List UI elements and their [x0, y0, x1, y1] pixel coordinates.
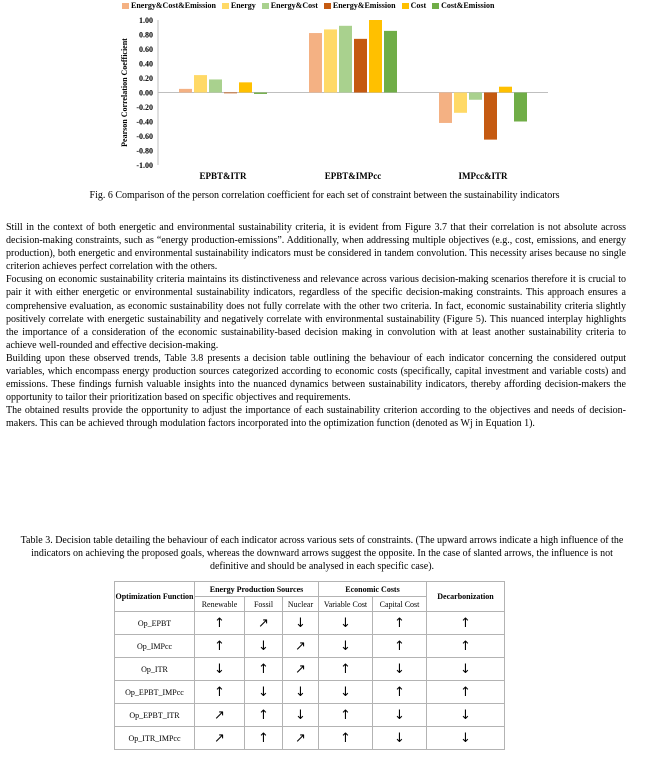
bar — [179, 89, 192, 93]
legend-label: Cost&Emission — [441, 1, 495, 10]
bar — [354, 39, 367, 93]
subheader-capital-cost: Capital Cost — [373, 597, 427, 612]
bar — [194, 75, 207, 92]
arrow-cell: ↓ — [283, 612, 319, 635]
bar — [254, 93, 267, 94]
table-row — [115, 658, 505, 681]
arrow-cell: ↗ — [283, 658, 319, 681]
bar — [499, 87, 512, 93]
y-tick-label: 0.20 — [139, 74, 153, 83]
bar — [439, 93, 452, 123]
category-label: IMPcc&ITR — [458, 171, 508, 181]
y-tick-label: 1.00 — [139, 16, 153, 25]
body-text — [6, 221, 626, 431]
legend-label: Energy — [230, 1, 256, 10]
y-tick-label: 0.40 — [139, 59, 153, 69]
category-label: EPBT&ITR — [199, 171, 247, 181]
y-tick-label: -0.60 — [136, 132, 153, 141]
arrow-cell: ↓ — [319, 612, 373, 635]
arrow-cell: ↓ — [427, 658, 505, 681]
bar — [324, 29, 337, 92]
arrow-cell: ↑ — [319, 704, 373, 727]
arrow-cell: ↑ — [195, 635, 245, 658]
y-axis-title: Pearson Correlation Coefficient — [120, 38, 129, 147]
category-label: EPBT&IMPcc — [324, 171, 382, 181]
arrow-cell: ↗ — [195, 727, 245, 750]
subheader-variable-cost: Variable Cost — [319, 597, 373, 612]
arrow-cell: ↓ — [319, 635, 373, 658]
arrow-cell: ↓ — [283, 681, 319, 704]
arrow-cell: ↑ — [373, 635, 427, 658]
arrow-cell: ↑ — [427, 681, 505, 704]
y-tick-label: -0.20 — [136, 103, 153, 112]
arrow-cell: ↓ — [427, 727, 505, 750]
figure-caption: Fig. 6 Comparison of the person correlation coefficient for each set of constraint between the sustainability indicators — [89, 190, 560, 201]
arrow-cell: ↑ — [319, 727, 373, 750]
paragraph: Building upon these observed trends, Table 3.8 presents a decision table outlining the behaviour of each indicator concerning the considered output variables, which encompass energy production sources categorized according to economic costs (specifically, capital investment and variable costs) and emissions. These findings furnish valuable insights into the nuanced dynamics between sustainability indicators, thereby affording decision-makers the opportunity to tailor their prioritization based on specific objectives and requirements. — [6, 352, 626, 404]
y-tick-label: -1.00 — [136, 161, 153, 170]
arrow-cell: ↑ — [245, 704, 283, 727]
arrow-cell: ↓ — [373, 704, 427, 727]
arrow-cell: ↑ — [427, 635, 505, 658]
table-row — [115, 681, 505, 704]
arrow-cell: ↓ — [195, 658, 245, 681]
arrow-cell: ↓ — [245, 635, 283, 658]
bar — [209, 79, 222, 92]
arrow-cell: ↗ — [283, 635, 319, 658]
arrow-cell: ↗ — [245, 612, 283, 635]
decision-table — [114, 581, 505, 750]
paragraph: Still in the context of both energetic and environmental sustainability criteria, it is evident from Figure 3.7 that their correlation is not absolute across decision-making constraints, such as “energy production-emissions”. Additionally, when addressing multiple objectives (e.g., cost, emissions, and energy production), both energetic and environmental sustainability indicators must be considered in tandem convolution. This necessity arises because no single criterion achieves perfect correlation with the others. — [6, 222, 626, 273]
arrow-cell: ↑ — [245, 658, 283, 681]
legend-label: Energy&Cost&Emission — [131, 1, 216, 10]
arrow-cell: ↑ — [427, 612, 505, 635]
table-caption: Table 3. Decision table detailing the behaviour of each indicator across various sets of constraints. (The upward arrows indicate a high influence of the indicators on achieving the proposed goals, whereas the downward arrows suggest the opposite. In the case of slanted arrows, the influence is not definitive and should be analysed in each specific case). — [20, 535, 624, 572]
arrow-cell: ↓ — [373, 658, 427, 681]
bar — [514, 93, 527, 122]
arrow-cell: ↑ — [319, 658, 373, 681]
y-tick-label: -0.80 — [136, 146, 153, 156]
subheader-renewable: Renewable — [195, 597, 245, 612]
header-energy-production-sources: Energy Production Sources — [195, 582, 319, 597]
correlation-chart — [0, 0, 649, 186]
arrow-cell: ↑ — [373, 681, 427, 704]
arrow-cell: ↑ — [373, 612, 427, 635]
arrow-cell: ↓ — [283, 704, 319, 727]
y-tick-label: 0.00 — [139, 88, 153, 98]
bar — [224, 93, 237, 94]
row-label: Op_ITR_IMPcc — [115, 727, 195, 750]
bar — [309, 33, 322, 92]
chart-plot — [0, 0, 649, 186]
arrow-cell: ↓ — [427, 704, 505, 727]
table-row — [115, 612, 505, 635]
row-label: Op_ITR — [115, 658, 195, 681]
row-label: Op_IMPcc — [115, 635, 195, 658]
table-row — [115, 704, 505, 727]
row-label: Op_EPBT — [115, 612, 195, 635]
paragraph: The obtained results provide the opportunity to adjust the importance of each sustainability criterion according to the objectives and needs of decision-makers. This can be achieved through modulation factors incorporated into the optimization function (denoted as Wj in Equation 1). — [6, 405, 626, 430]
table-row — [115, 727, 505, 750]
y-tick-label: 0.60 — [139, 45, 153, 54]
subheader-nuclear: Nuclear — [283, 597, 319, 612]
legend-label: Energy&Emission — [332, 1, 396, 10]
arrow-cell: ↓ — [245, 681, 283, 704]
arrow-cell: ↓ — [373, 727, 427, 750]
arrow-cell: ↓ — [319, 681, 373, 704]
table-row — [115, 635, 505, 658]
bar — [339, 26, 352, 93]
arrow-cell: ↑ — [245, 727, 283, 750]
y-tick-label: -0.40 — [136, 117, 153, 127]
subheader-fossil: Fossil — [245, 597, 283, 612]
bar — [484, 93, 497, 140]
header-economic-costs: Economic Costs — [319, 582, 427, 597]
arrow-cell: ↑ — [195, 612, 245, 635]
header-decarbonization: Decarbonization — [427, 582, 505, 612]
bar — [454, 93, 467, 113]
row-label: Op_EPBT_IMPcc — [115, 681, 195, 704]
arrow-cell: ↗ — [195, 704, 245, 727]
arrow-cell: ↑ — [195, 681, 245, 704]
bar — [239, 82, 252, 92]
bar — [384, 31, 397, 93]
y-tick-label: 0.80 — [139, 30, 153, 40]
bar — [369, 20, 382, 93]
paragraph: Focusing on economic sustainability criteria maintains its distinctiveness and relevance across various decision-making scenarios therefore it is crucial to pair it with either energetic or environmental sustainability indicators, regardless of the specific decision-making constraints. This approach ensures a comprehensive evaluation, as economic sustainability does not fully correlate with the other two criteria. In fact, economic sustainability criteria slightly positively correlate with energetic sustainability and negatively correlate with environmental sustainability (Figure 5). This nuanced interplay highlights the importance of a consideration of the economic sustainability-based decision making in convolution with at least another sustainability criteria to achieve well-rounded and effective decision-making. — [6, 274, 626, 351]
bar — [469, 93, 482, 100]
arrow-cell: ↗ — [283, 727, 319, 750]
row-label: Op_EPBT_ITR — [115, 704, 195, 727]
legend-label: Cost — [410, 1, 427, 10]
legend-label: Energy&Cost — [270, 1, 318, 10]
header-optimization-function: Optimization Function — [115, 582, 195, 612]
